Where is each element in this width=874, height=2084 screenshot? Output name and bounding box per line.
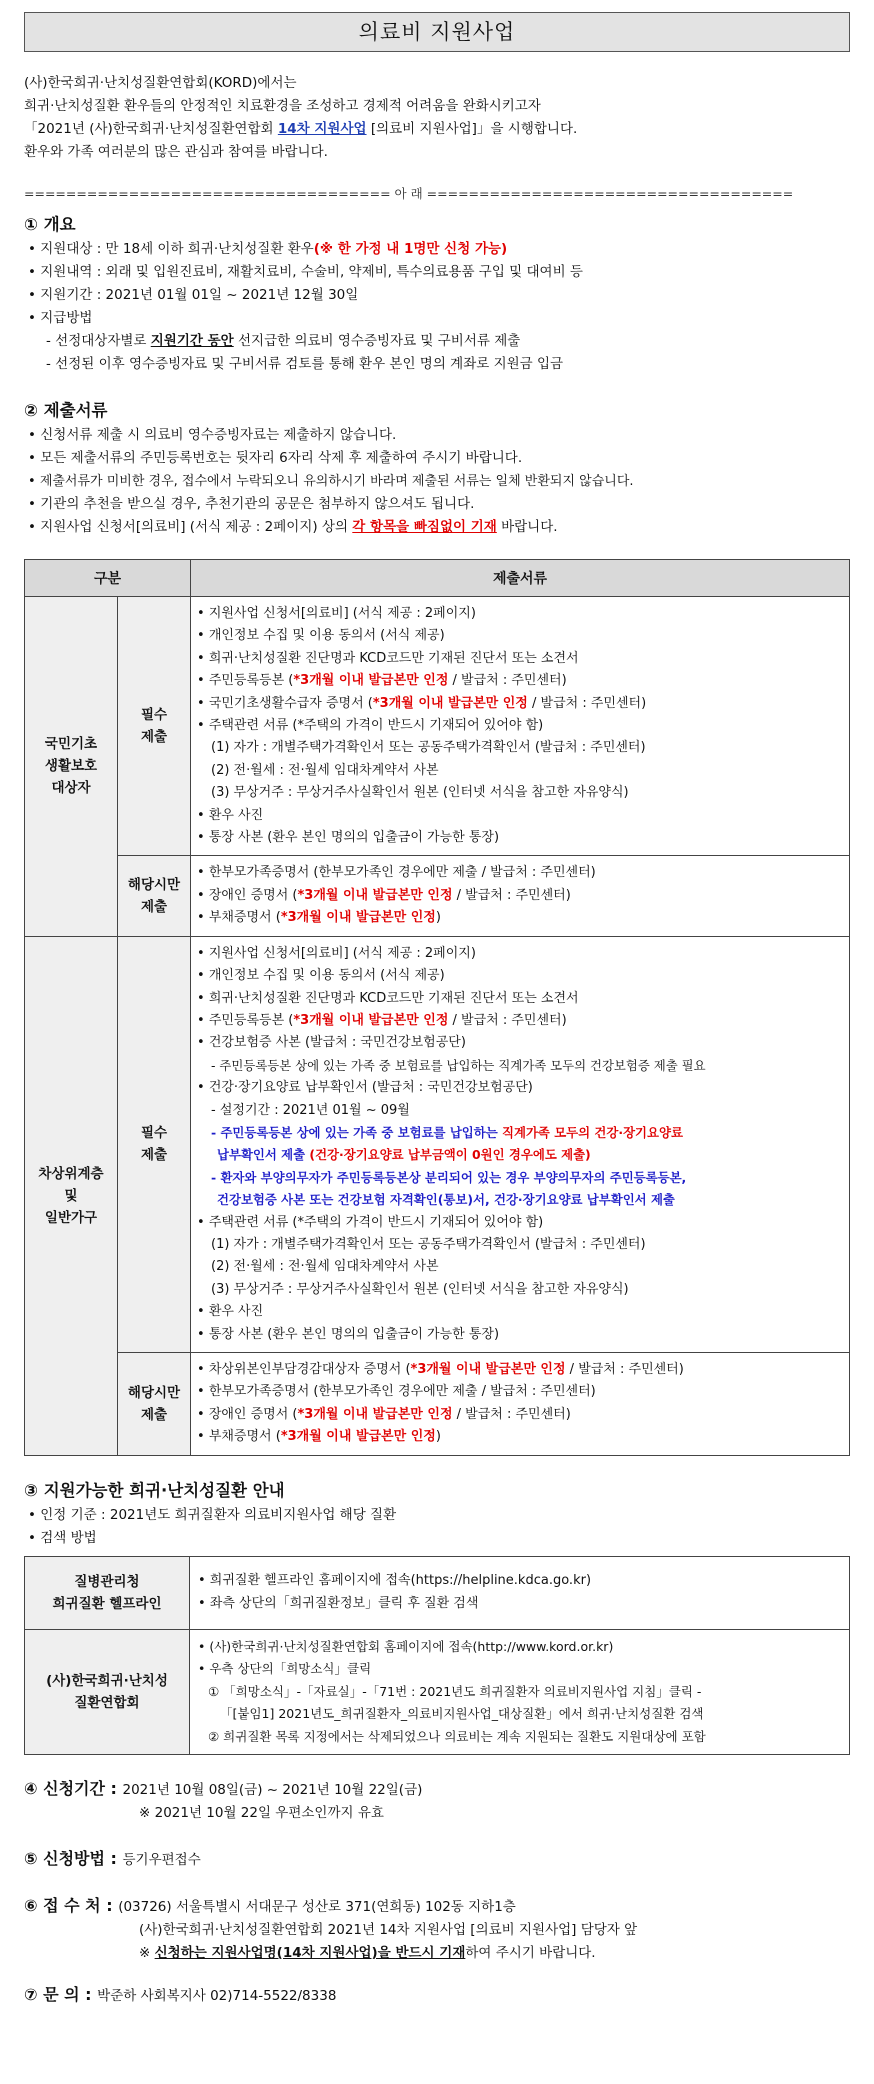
- list-item: • 환우 사진: [197, 1301, 843, 1323]
- sub-label: 필수 제출: [118, 597, 191, 856]
- list-item: 「[붙임1] 2021년도_희귀질환자_의료비지원사업_대상질환」에서 희귀·난치성질환 검색: [220, 1706, 704, 1722]
- list-item: • 희귀·난치성질환 진단명과 KCD코드만 기재된 진단서 또는 소견서: [197, 648, 843, 670]
- list-item: (3) 무상거주 : 무상거주사실확인서 원본 (인터넷 서식을 참고한 자유양식): [211, 785, 629, 801]
- column-header: 제출서류: [191, 560, 850, 597]
- row-header: 질병관리청 희귀질환 헬프라인: [25, 1556, 190, 1629]
- divider: =================================== 아 래 ===================================: [24, 186, 794, 201]
- list-item: • 한부모가족증명서 (한부모가족인 경우에만 제출 / 발급처 : 주민센터): [197, 1381, 843, 1403]
- list-item: • 인정 기준 : 2021년도 희귀질환자 의료비지원사업 해당 질환: [24, 1504, 850, 1527]
- list-item: • 주민등록등본 (*3개월 이내 발급본만 인정 / 발급처 : 주민센터): [197, 670, 843, 692]
- list-item: - 주민등록등본 상에 있는 가족 중 보험료를 납입하는 직계가족 모두의 건강보험증 제출 필요: [211, 1057, 706, 1073]
- list-item: • 지원대상 : 만 18세 이하 희귀·난치성질환 환우(※ 한 가정 내 1명만 신청 가능): [24, 238, 850, 261]
- list-item: • 지급방법: [24, 307, 850, 330]
- list-item: • (사)한국희귀·난치성질환연합회 홈페이지에 접속(http://www.kord.or.kr): [198, 1638, 614, 1654]
- address-line: (사)한국희귀·난치성질환연합회 2021년 14차 지원사업 [의료비 지원사업] 담당자 앞: [139, 1922, 638, 1939]
- search-method-table: [24, 1556, 850, 1756]
- list-item: • 건강보험증 사본 (발급처 : 국민건강보험공단): [197, 1032, 843, 1054]
- list-item: - 설정기간 : 2021년 01월 ~ 09월: [211, 1102, 410, 1118]
- list-item: • 모든 제출서류의 주민등록번호는 뒷자리 6자리 삭제 후 제출하여 주시기 바랍니다.: [24, 447, 850, 470]
- intro-line: 「2021년 (사)한국희귀·난치성질환연합회 14차 지원사업 [의료비 지원사업]」을 시행합니다.: [24, 121, 578, 137]
- document-list: [191, 936, 850, 1352]
- intro: [24, 72, 850, 164]
- group-label: 국민기초 생활보호 대상자: [25, 597, 118, 937]
- list-item: - 선정대상자별로 지원기간 동안 선지급한 의료비 영수증빙자료 및 구비서류 제출: [46, 333, 521, 349]
- list-item: • 지원기간 : 2021년 01월 01일 ~ 2021년 12월 30일: [24, 284, 850, 307]
- apply-period-note: ※ 2021년 10월 22일 우편소인까지 유효: [139, 1805, 384, 1822]
- apply-method: ⑤ 신청방법 : 등기우편접수: [24, 1849, 201, 1869]
- list-item: • 주택관련 서류 (*주택의 가격이 반드시 기재되어 있어야 함): [197, 715, 843, 737]
- row-header: (사)한국희귀·난치성 질환연합회: [25, 1629, 190, 1755]
- intro-line: 희귀·난치성질환 환우들의 안정적인 치료환경을 조성하고 경제적 어려움을 완화시키고자: [24, 98, 541, 114]
- document: [24, 12, 850, 2008]
- list-item: • 건강·장기요양료 납부확인서 (발급처 : 국민건강보험공단): [197, 1077, 843, 1099]
- list-item: • 개인정보 수집 및 이용 동의서 (서식 제공): [197, 965, 843, 987]
- contact: ⑦ 문 의 : 박준하 사회복지사 02)714-5522/8338: [24, 1985, 337, 2005]
- list-item: (1) 자가 : 개별주택가격확인서 또는 공동주택가격확인서 (발급처 : 주민센터): [211, 1236, 646, 1252]
- intro-line: 환우와 가족 여러분의 많은 관심과 참여를 바랍니다.: [24, 144, 328, 160]
- list-item: 건강보험증 사본 또는 건강보험 자격확인(통보)서, 건강·장기요양료 납부확인서 제출: [217, 1192, 675, 1208]
- list-item: ① 「희망소식」-「자료실」-「71번 : 2021년도 희귀질환자 의료비지원사업 지침」클릭 -: [208, 1683, 702, 1699]
- apply-period: ④ 신청기간 : 2021년 10월 08일(금) ~ 2021년 10월 22일(금): [24, 1779, 423, 1799]
- list-item: • 환우 사진: [197, 805, 843, 827]
- list-item: • 기관의 추천을 받으실 경우, 추천기관의 공문은 첨부하지 않으셔도 됩니다.: [24, 493, 850, 516]
- list-item: (2) 전·월세 : 전·월세 임대차계약서 사본: [211, 762, 439, 778]
- row-content: [190, 1629, 850, 1755]
- list-item: • 검색 방법: [24, 1527, 850, 1550]
- section-heading: ② 제출서류: [24, 401, 108, 420]
- sub-label: 해당시만 제출: [118, 1353, 191, 1456]
- list-item: • 지원사업 신청서[의료비] (서식 제공 : 2페이지): [197, 943, 843, 965]
- row-content: [190, 1556, 850, 1629]
- list-item: • 좌측 상단의「희귀질환정보」클릭 후 질환 검색: [198, 1595, 479, 1611]
- page-title: 의료비 지원사업: [24, 12, 850, 52]
- group-label: 차상위계층 및 일반가구: [25, 936, 118, 1455]
- list-item: • 장애인 증명서 (*3개월 이내 발급본만 인정 / 발급처 : 주민센터): [197, 885, 843, 907]
- list-item: - 선정된 이후 영수증빙자료 및 구비서류 검토를 통해 환우 본인 명의 계좌로 지원금 입금: [46, 356, 564, 372]
- list-item: - 주민등록등본 상에 있는 가족 중 보험료를 납입하는 직계가족 모두의 건강·장기요양료: [211, 1124, 683, 1140]
- list-item: (1) 자가 : 개별주택가격확인서 또는 공동주택가격확인서 (발급처 : 주민센터): [211, 740, 646, 756]
- list-item: (2) 전·월세 : 전·월세 임대차계약서 사본: [211, 1259, 439, 1275]
- list-item: • 부채증명서 (*3개월 이내 발급본만 인정): [197, 907, 843, 929]
- list-item: • 지원사업 신청서[의료비] (서식 제공 : 2페이지): [197, 603, 843, 625]
- list-item: • 우측 상단의「희망소식」클릭: [198, 1661, 372, 1677]
- sub-label: 해당시만 제출: [118, 856, 191, 936]
- documents-table: [24, 559, 850, 1456]
- list-item: • 통장 사본 (환우 본인 명의의 입출금이 가능한 통장): [197, 827, 843, 849]
- list-item: • 주택관련 서류 (*주택의 가격이 반드시 기재되어 있어야 함): [197, 1212, 843, 1234]
- list-item: • 한부모가족증명서 (한부모가족인 경우에만 제출 / 발급처 : 주민센터): [197, 862, 843, 884]
- list-item: • 희귀·난치성질환 진단명과 KCD코드만 기재된 진단서 또는 소견서: [197, 988, 843, 1010]
- list-item: • 지원사업 신청서[의료비] (서식 제공 : 2페이지) 상의 각 항목을 빠짐없이 기재 바랍니다.: [24, 516, 850, 539]
- list-item: • 지원내역 : 외래 및 입원진료비, 재활치료비, 수술비, 약제비, 특수의료용품 구입 및 대여비 등: [24, 261, 850, 284]
- list-item: • 부채증명서 (*3개월 이내 발급본만 인정): [197, 1426, 843, 1448]
- intro-line: (사)한국희귀·난치성질환연합회(KORD)에서는: [24, 75, 297, 91]
- document-list: [191, 1353, 850, 1456]
- list-item: • 제출서류가 미비한 경우, 접수에서 누락되오니 유의하시기 바라며 제출된 서류는 일체 반환되지 않습니다.: [24, 470, 850, 493]
- list-item: • 개인정보 수집 및 이용 동의서 (서식 제공): [197, 625, 843, 647]
- column-header: 구분: [25, 560, 191, 597]
- list-item: ② 희귀질환 목록 지정에서는 삭제되었으나 의료비는 계속 지원되는 질환도 지원대상에 포함: [208, 1728, 706, 1744]
- sub-label: 필수 제출: [118, 936, 191, 1352]
- section-heading: ① 개요: [24, 215, 76, 234]
- list-item: • 차상위본인부담경감대상자 증명서 (*3개월 이내 발급본만 인정 / 발급처 : 주민센터): [197, 1359, 843, 1381]
- list-item: (3) 무상거주 : 무상거주사실확인서 원본 (인터넷 서식을 참고한 자유양식): [211, 1281, 629, 1297]
- document-list: [191, 597, 850, 856]
- submission-address: ⑥ 접 수 처 : (03726) 서울특별시 서대문구 성산로 371(연희동) 102동 지하1층: [24, 1896, 516, 1916]
- list-item: - 환자와 부양의무자가 주민등록등본상 분리되어 있는 경우 부양의무자의 주민등록등본,: [211, 1169, 687, 1185]
- list-item: • 장애인 증명서 (*3개월 이내 발급본만 인정 / 발급처 : 주민센터): [197, 1404, 843, 1426]
- document-list: [191, 856, 850, 936]
- program-highlight: 14차 지원사업: [277, 121, 367, 137]
- address-note: ※ 신청하는 지원사업명(14차 지원사업)을 반드시 기재하여 주시기 바랍니다.: [139, 1945, 596, 1962]
- list-item: • 주민등록등본 (*3개월 이내 발급본만 인정 / 발급처 : 주민센터): [197, 1010, 843, 1032]
- list-item: • 신청서류 제출 시 의료비 영수증빙자료는 제출하지 않습니다.: [24, 424, 850, 447]
- list-item: • 국민기초생활수급자 증명서 (*3개월 이내 발급본만 인정 / 발급처 : 주민센터): [197, 693, 843, 715]
- section-heading: ③ 지원가능한 희귀·난치성질환 안내: [24, 1480, 285, 1500]
- list-item: 납부확인서 제출 (건강·장기요양료 납부금액이 0원인 경우에도 제출): [217, 1147, 591, 1163]
- list-item: • 희귀질환 헬프라인 홈페이지에 접속(https://helpline.kdca.go.kr): [198, 1573, 592, 1589]
- list-item: • 통장 사본 (환우 본인 명의의 입출금이 가능한 통장): [197, 1324, 843, 1346]
